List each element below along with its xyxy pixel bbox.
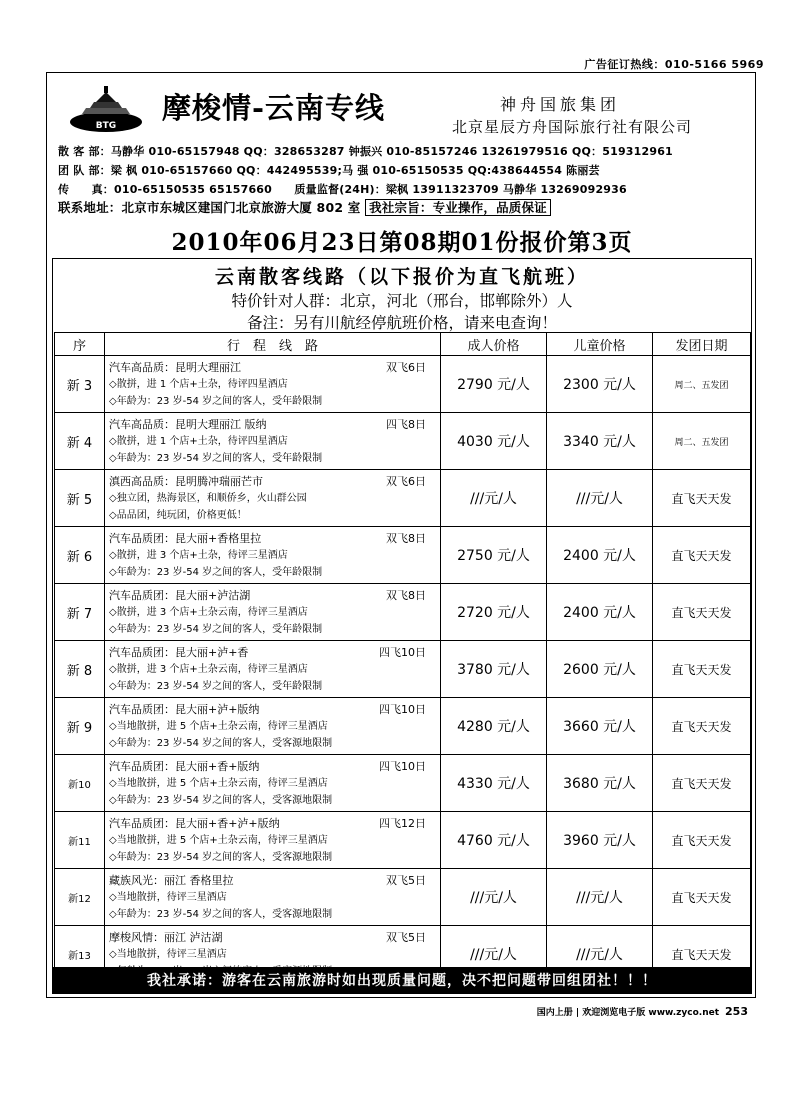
route-days: 双飞5日 — [386, 873, 426, 887]
route-days: 双飞6日 — [386, 360, 426, 374]
route-detail: ◇当地散拼，待评三星酒店 — [109, 948, 227, 960]
table-row — [55, 641, 751, 698]
row-child-price: 3680 元/人 — [547, 755, 653, 812]
row-seq: 新 4 — [55, 413, 105, 470]
route-age-note: ◇年龄为：23 岁-54 岁之间的客人，受客源地限制 — [109, 737, 333, 749]
route-days: 双飞8日 — [386, 531, 426, 545]
route-days: 四飞10日 — [379, 759, 426, 773]
row-child-price: ///元/人 — [547, 470, 653, 527]
temple-logo-icon — [68, 84, 144, 136]
row-seq: 新11 — [55, 812, 105, 869]
route-detail: ◇散拼，进 1 个店+土杂，待评四星酒店 — [109, 378, 288, 390]
row-route — [105, 869, 441, 926]
row-route — [105, 527, 441, 584]
route-detail: ◇当地散拼，进 5 个店+土杂云南，待评三星酒店 — [109, 720, 328, 732]
route-name: 汽车品质团：昆大丽+香+泸+版纳 — [109, 816, 280, 830]
contact-line-group: 团 队 部：梁 枫 010-65157660 QQ：442495539;马 强 010-65150535 QQ:438644554 陈丽芸 — [58, 164, 600, 177]
row-child-price: 2400 元/人 — [547, 527, 653, 584]
table-row — [55, 755, 751, 812]
header-child-price: 儿童价格 — [547, 333, 653, 356]
route-detail: ◇散拼，进 3 个店+土杂，待评三星酒店 — [109, 549, 288, 561]
row-child-price: 3660 元/人 — [547, 698, 653, 755]
route-days: 四飞12日 — [379, 816, 426, 830]
row-departure: 直飞天天发 — [653, 755, 751, 812]
route-age-note: ◇品品团，纯玩团，价格更低！ — [109, 509, 247, 521]
route-age-note: ◇年龄为：23 岁-54 岁之间的客人，受年龄限制 — [109, 395, 323, 407]
route-name: 摩梭风情：丽江 泸沽湖 — [109, 930, 223, 944]
table-row — [55, 812, 751, 869]
route-detail: ◇独立团，热海景区，和顺侨乡，火山群公园 — [109, 492, 307, 504]
row-departure: 直飞天天发 — [653, 926, 751, 983]
route-detail: ◇当地散拼，进 5 个店+土杂云南，待评三星酒店 — [109, 834, 328, 846]
route-days: 双飞5日 — [386, 930, 426, 944]
row-child-price: 2600 元/人 — [547, 641, 653, 698]
row-seq: 新12 — [55, 869, 105, 926]
header-departure: 发团日期 — [653, 333, 751, 356]
row-route — [105, 698, 441, 755]
route-name: 汽车品质团：昆大丽+香格里拉 — [109, 531, 262, 545]
footer-text: 国内上册 | 欢迎浏览电子版 www.zyco.net — [536, 1008, 720, 1018]
row-seq: 新 5 — [55, 470, 105, 527]
row-seq: 新 9 — [55, 698, 105, 755]
route-name: 汽车品质团：昆大丽+泸+香 — [109, 645, 249, 659]
table-body — [55, 356, 751, 983]
table-row — [55, 470, 751, 527]
header-seq: 序 — [55, 333, 105, 356]
route-days: 四飞10日 — [379, 645, 426, 659]
route-age-note: ◇年龄为：23 岁-54 岁之间的客人，受年龄限制 — [109, 623, 323, 635]
route-age-note: ◇年龄为：23 岁-54 岁之间的客人，受客源地限制 — [109, 794, 333, 806]
company-name: 北京星辰方舟国际旅行社有限公司 — [452, 118, 693, 136]
route-age-note: ◇年龄为：23 岁-54 岁之间的客人，受客源地限制 — [109, 851, 333, 863]
brand-title: 摩梭情-云南专线 — [162, 91, 386, 125]
row-departure: 直飞天天发 — [653, 812, 751, 869]
row-adult-price: 4030 元/人 — [441, 413, 547, 470]
row-departure: 直飞天天发 — [653, 698, 751, 755]
table-row — [55, 356, 751, 413]
row-departure: 周二、五发团 — [653, 413, 751, 470]
page-footer — [537, 1005, 748, 1018]
table-header-row — [55, 333, 751, 356]
route-name: 汽车品质团：昆大丽+泸沽湖 — [109, 588, 251, 602]
row-route — [105, 356, 441, 413]
table-row — [55, 413, 751, 470]
table-row — [55, 584, 751, 641]
row-adult-price: 2720 元/人 — [441, 584, 547, 641]
row-seq: 新 6 — [55, 527, 105, 584]
contact-address-line — [58, 198, 551, 216]
route-detail: ◇当地散拼，待评三星酒店 — [109, 891, 227, 903]
route-name: 汽车品质团：昆大丽+泸+版纳 — [109, 702, 260, 716]
row-child-price: 2300 元/人 — [547, 356, 653, 413]
row-route — [105, 641, 441, 698]
row-adult-price: ///元/人 — [441, 869, 547, 926]
company-promise-banner: 我社承诺：游客在云南旅游时如出现质量问题，决不把问题带回组团社！！！ — [52, 968, 752, 994]
row-child-price: ///元/人 — [547, 926, 653, 983]
row-departure: 直飞天天发 — [653, 470, 751, 527]
row-departure: 直飞天天发 — [653, 869, 751, 926]
row-adult-price: ///元/人 — [441, 470, 547, 527]
row-seq: 新 7 — [55, 584, 105, 641]
row-adult-price: 4330 元/人 — [441, 755, 547, 812]
contact-line-fit: 散 客 部：马静华 010-65157948 QQ：328653287 钟振兴 010-85157246 13261979516 QQ：519312961 — [58, 145, 673, 158]
row-departure: 直飞天天发 — [653, 584, 751, 641]
route-detail: ◇散拼，进 3 个店+土杂云南，待评三星酒店 — [109, 606, 308, 618]
table-row — [55, 869, 751, 926]
route-name: 汽车高品质：昆明大理丽江 版纳 — [109, 417, 267, 431]
row-child-price: ///元/人 — [547, 869, 653, 926]
row-adult-price: ///元/人 — [441, 926, 547, 983]
row-seq: 新 3 — [55, 356, 105, 413]
header-adult-price: 成人价格 — [441, 333, 547, 356]
company-slogan: 我社宗旨：专业操作，品质保证 — [365, 199, 551, 216]
row-departure: 直飞天天发 — [653, 527, 751, 584]
row-departure: 直飞天天发 — [653, 641, 751, 698]
report-title: 2010年06月23日第08期01份报价第3页 — [171, 229, 633, 256]
row-adult-price: 3780 元/人 — [441, 641, 547, 698]
route-age-note: ◇年龄为：23 岁-54 岁之间的客人，受年龄限制 — [109, 452, 323, 464]
row-route — [105, 812, 441, 869]
route-age-note: ◇年龄为：23 岁-54 岁之间的客人，受客源地限制 — [109, 908, 333, 920]
route-name: 汽车品质团：昆大丽+香+版纳 — [109, 759, 260, 773]
table-row — [55, 698, 751, 755]
route-days: 双飞8日 — [386, 588, 426, 602]
route-days: 四飞8日 — [386, 417, 426, 431]
section-title: 云南散客线路（以下报价为直飞航班） — [214, 266, 589, 288]
row-child-price: 3960 元/人 — [547, 812, 653, 869]
row-route — [105, 755, 441, 812]
row-adult-price: 2790 元/人 — [441, 356, 547, 413]
route-detail: ◇当地散拼，进 5 个店+土杂云南，待评三星酒店 — [109, 777, 328, 789]
row-adult-price: 2750 元/人 — [441, 527, 547, 584]
table-row — [55, 527, 751, 584]
row-route — [105, 584, 441, 641]
row-seq: 新13 — [55, 926, 105, 983]
row-seq: 新10 — [55, 755, 105, 812]
price-table — [54, 332, 751, 983]
route-days: 四飞10日 — [379, 702, 426, 716]
group-name: 神舟国旅集团 — [500, 95, 621, 114]
route-days: 双飞6日 — [386, 474, 426, 488]
row-departure: 周二、五发团 — [653, 356, 751, 413]
row-child-price: 2400 元/人 — [547, 584, 653, 641]
row-adult-price: 4760 元/人 — [441, 812, 547, 869]
address: 联系地址：北京市东城区建国门北京旅游大厦 802 室 — [58, 200, 361, 215]
route-age-note: ◇年龄为：23 岁-54 岁之间的客人，受年龄限制 — [109, 566, 323, 578]
row-seq: 新 8 — [55, 641, 105, 698]
page-number: 253 — [725, 1005, 748, 1018]
row-route — [105, 413, 441, 470]
row-adult-price: 4280 元/人 — [441, 698, 547, 755]
header-route: 行 程 线 路 — [105, 333, 441, 356]
row-child-price: 3340 元/人 — [547, 413, 653, 470]
route-detail: ◇散拼，进 1 个店+土杂，待评四星酒店 — [109, 435, 288, 447]
section-subtitle: 特价针对人群：北京，河北（邢台，邯郸除外）人 — [231, 292, 573, 310]
route-detail: ◇散拼，进 3 个店+土杂云南，待评三星酒店 — [109, 663, 308, 675]
route-name: 藏族风光：丽江 香格里拉 — [109, 873, 234, 887]
route-name: 汽车高品质：昆明大理丽江 — [109, 360, 241, 374]
contact-line-fax: 传 真：010-65150535 65157660 质量监督(24H)：梁枫 13911323709 马静华 13269092936 — [58, 183, 627, 196]
row-route — [105, 470, 441, 527]
ad-hotline: 广告征订热线：010-5166 5969 — [584, 58, 764, 71]
route-name: 滇西高品质：昆明腾冲瑞丽芒市 — [109, 474, 263, 488]
route-age-note: ◇年龄为：23 岁-54 岁之间的客人，受年龄限制 — [109, 680, 323, 692]
section-note: 备注：另有川航经停航班价格，请来电查询！ — [246, 314, 557, 332]
logo-text: BTG — [95, 121, 117, 131]
